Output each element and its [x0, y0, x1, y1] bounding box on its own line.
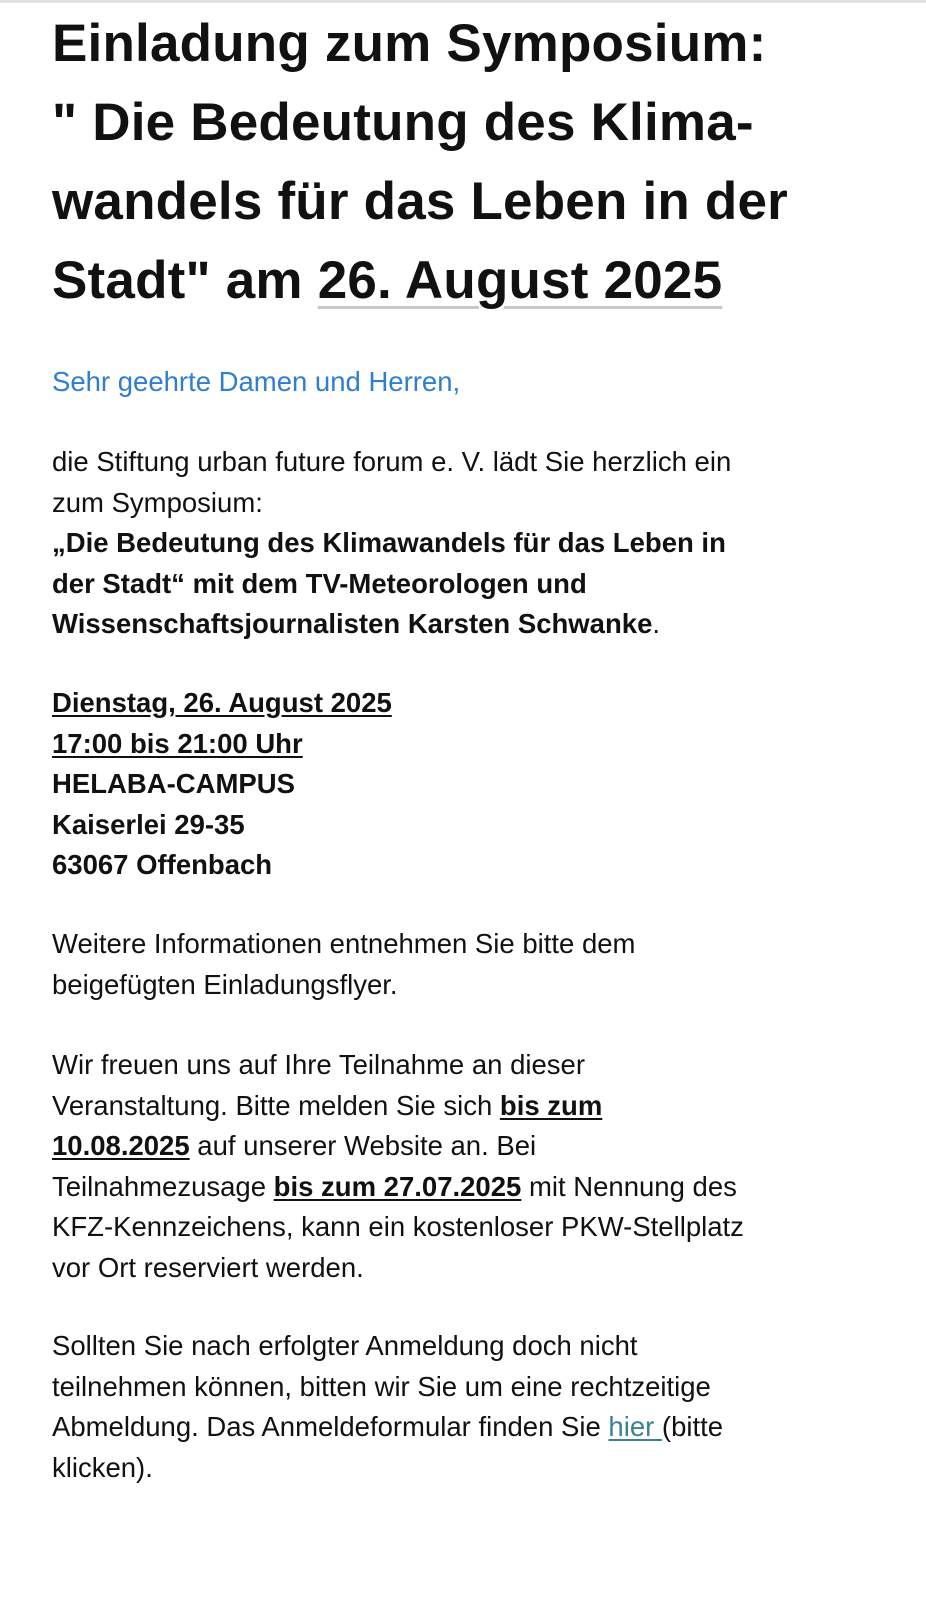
intro-bold-line-1: „Die Bedeutung des Klimawandels für das Leben in: [52, 527, 726, 558]
intro-paragraph: [52, 442, 882, 645]
title-date[interactable]: 26. August 2025: [317, 251, 723, 310]
registration-deadline-date: 10.08.2025: [52, 1130, 190, 1161]
cancellation-line-4: klicken).: [52, 1451, 153, 1483]
title-line-4-prefix: Stadt" am: [52, 251, 318, 310]
event-details: [52, 683, 882, 886]
cancellation-line-3-prefix: Abmeldung. Das Anmeldeformular finden Sie: [52, 1411, 609, 1442]
event-time: [52, 724, 882, 765]
registration-line-6: vor Ort reserviert werden.: [52, 1251, 364, 1283]
event-date: [52, 683, 882, 724]
intro-line-2: zum Symposium:: [52, 486, 263, 518]
parking-deadline: bis zum 27.07.2025: [273, 1170, 522, 1202]
registration-line-4-suffix: mit Nennung des: [521, 1170, 737, 1202]
cancellation-line-2: teilnehmen können, bitten wir Sie um eine rechtzeitige: [52, 1370, 711, 1402]
email-body: [52, 0, 892, 1483]
info-paragraph: [52, 924, 882, 1005]
title-line-3: wandels für das Leben in der: [52, 172, 788, 231]
registration-paragraph: [52, 1045, 882, 1288]
registration-line-4: [52, 1167, 882, 1208]
greeting: Sehr geehrte Damen und Herren,: [52, 366, 461, 397]
cancellation-line-1: Sollten Sie nach erfolgter Anmeldung doch nicht: [52, 1330, 638, 1361]
event-venue: HELABA-CAMPUS: [52, 768, 295, 799]
registration-line-3-suffix: auf unserer Website an. Bei: [189, 1130, 537, 1161]
title-line-4: [52, 241, 892, 320]
registration-line-1: Wir freuen uns auf Ihre Teilnahme an dieser: [52, 1049, 585, 1080]
event-city: 63067 Offenbach: [52, 849, 273, 880]
intro-line-1: die Stiftung urban future forum e. V. lädt Sie herzlich ein: [52, 446, 732, 477]
registration-deadline-part-1: bis zum: [499, 1089, 603, 1121]
intro-end-punct: .: [652, 608, 661, 639]
event-date-text[interactable]: Dienstag, 26. August 2025: [52, 687, 392, 718]
cancellation-paragraph: [52, 1326, 882, 1488]
registration-line-2: [52, 1086, 882, 1127]
cancellation-line-3: [52, 1407, 882, 1448]
registration-line-5: KFZ-Kennzeichens, kann ein kostenloser PKW-Stellplatz: [52, 1211, 744, 1242]
registration-line-4-prefix: Teilnahmezusage: [52, 1170, 274, 1202]
registration-line-2-prefix: Veranstaltung. Bitte melden Sie sich: [52, 1089, 500, 1121]
info-line-2: beigefügten Einladungsflyer.: [52, 968, 398, 1000]
registration-form-link[interactable]: hier: [608, 1411, 662, 1442]
event-street: Kaiserlei 29-35: [52, 808, 245, 840]
intro-bold-line-2: der Stadt“ mit dem TV-Meteorologen und: [52, 567, 587, 599]
title-line-1: Einladung zum Symposium:: [52, 14, 767, 73]
cancellation-line-3-suffix: (bitte: [661, 1411, 724, 1442]
title-line-2: " Die Bedeutung des Klima-: [52, 93, 754, 152]
intro-bold-line-3: Wissenschaftsjournalisten Karsten Schwanke: [52, 608, 653, 639]
registration-line-3: [52, 1126, 882, 1167]
event-time-text[interactable]: 17:00 bis 21:00 Uhr: [52, 727, 303, 759]
email-title: [52, 0, 892, 320]
intro-line-5: [52, 604, 882, 645]
info-line-1: Weitere Informationen entnehmen Sie bitte dem: [52, 928, 636, 959]
